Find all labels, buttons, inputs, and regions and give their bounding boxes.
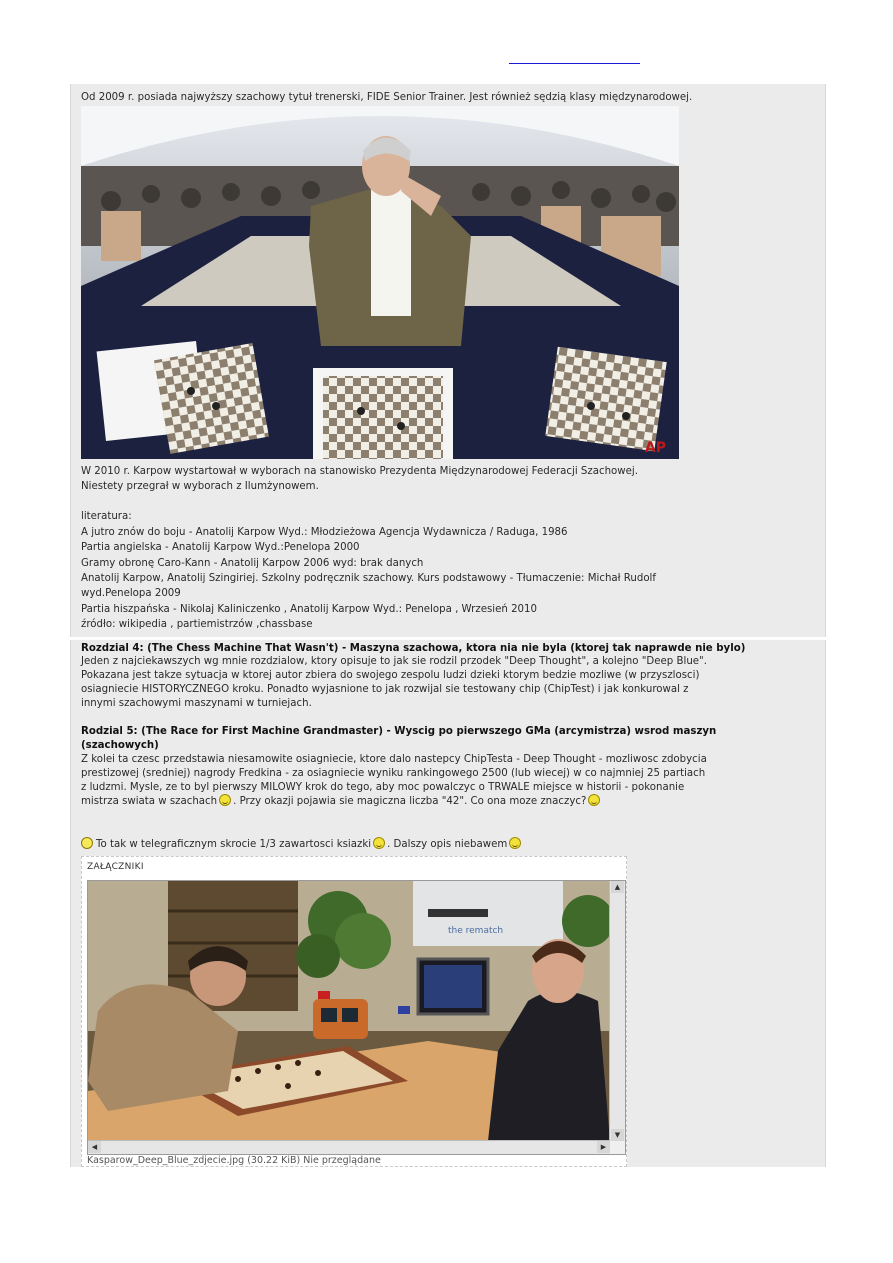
chapter-4-text: Jeden z najciekawszych wg mnie rozdzialow, ktory opisuje to jak sie rodzil przodek "Deep Thought", a kolejno "Deep Blue".: [81, 656, 707, 667]
smile-icon: [509, 837, 521, 849]
chapter-5-text: prestizowej (sredniej) nagrody Fredkina - za osiagniecie wyniku rankingowego 2500 (lub wiecej) w co najmniej 25 partiach: [81, 768, 706, 779]
literature-item: Anatolij Karpow, Anatolij Szingiriej. Szkolny podręcznik szachowy. Kurs podstawowy - Tłumaczenie: Michał Rudolf: [81, 573, 656, 584]
photo-watermark: AP: [644, 440, 666, 456]
source-line: źródło: wikipedia , partiemistrzów ,chassbase: [81, 619, 313, 630]
attachment-caption[interactable]: Kasparow_Deep_Blue_zdjecie.jpg (30.22 KiB) Nie przeglądane: [87, 1155, 381, 1166]
chapter-4-text: innymi szachowymi maszynami w turniejach.: [81, 698, 312, 709]
summary-line: [81, 837, 523, 852]
scroll-left-arrow-icon[interactable]: ◀: [88, 1141, 101, 1153]
karpov-election-line-2: Niestety przegrał w wyborach z Ilumżynowem.: [81, 481, 319, 492]
literature-item: Gramy obronę Caro-Kann - Anatolij Karpow 2006 wyd: brak danych: [81, 558, 424, 569]
karpov-simul-photo: [81, 106, 679, 459]
top-link-underline[interactable]: [509, 63, 640, 64]
chapter-5-title-cont: (szachowych): [81, 740, 159, 751]
chapter-5-text-a: mistrza swiata w szachach: [81, 796, 218, 807]
smile-icon: [373, 837, 385, 849]
smile-icon: [588, 794, 600, 806]
attachment-image-viewer[interactable]: [87, 880, 626, 1155]
literature-item: wyd.Penelopa 2009: [81, 588, 181, 599]
literature-item: A jutro znów do boju - Anatolij Karpow Wyd.: Młodzieżowa Agencja Wydawnicza / Raduga, 1986: [81, 527, 568, 538]
horizontal-scrollbar[interactable]: [88, 1140, 610, 1154]
chapter-5-text-b: . Przy okazji pojawia sie magiczna liczba "42". Co ona moze znaczyc?: [233, 796, 587, 807]
deep-blue-panel: [70, 640, 826, 1167]
karpov-panel: [70, 84, 826, 637]
summary-text-b: . Dalszy opis niebawem: [387, 839, 508, 850]
chapter-5-title: Rodzial 5: (The Race for First Machine Grandmaster) - Wyscig po pierwszego GMa (arcymistrza) wsrod maszyn: [81, 726, 717, 737]
karpov-election-line-1: W 2010 r. Karpow wystartował w wyborach na stanowisko Prezydenta Międzynarodowej Federacji Szachowej.: [81, 466, 638, 477]
chapter-5-text: z ludzmi. Mysle, ze to byl pierwszy MILOWY krok do tego, aby moc powalczyc o TRWALE miejsce w historii - pokonanie: [81, 782, 685, 793]
chapter-5-text: Z kolei ta czesc przedstawia niesamowite osiagniecie, ktore dalo nastepcy ChipTesta - Deep Thought - mozliwosc zdobycia: [81, 754, 707, 765]
smile-icon: [219, 794, 231, 806]
vertical-scrollbar[interactable]: [609, 881, 625, 1141]
scroll-right-arrow-icon[interactable]: ▶: [597, 1141, 610, 1153]
intro-text: Od 2009 r. posiada najwyższy szachowy tytuł trenerski, FIDE Senior Trainer. Jest również sędzią klasy międzynarodowej.: [81, 92, 693, 103]
attachments-box: [81, 856, 627, 1167]
literature-item: Partia angielska - Anatolij Karpow Wyd.:Penelopa 2000: [81, 542, 360, 553]
chapter-4-text: Pokazana jest takze sytuacja w ktorej autor zbiera do swojego zespolu ludzi dzieki ktorym bedzie mozliwe (w przyszlosci): [81, 670, 700, 681]
literature-heading: literatura:: [81, 511, 132, 522]
kasparov-deep-blue-photo: [88, 881, 610, 1141]
literature-item: Partia hiszpańska - Nikolaj Kaliniczenko , Anatolij Karpow Wyd.: Penelopa , Wrzesień 2010: [81, 604, 537, 615]
scroll-down-arrow-icon[interactable]: ▼: [611, 1129, 624, 1141]
lightbulb-icon: [81, 837, 93, 849]
chapter-4-title: Rozdzial 4: (The Chess Machine That Wasn't) - Maszyna szachowa, ktora nia nie byla (ktorej tak naprawde nie bylo): [81, 643, 746, 654]
summary-text-a: To tak w telegraficznym skrocie 1/3 zawartosci ksiazki: [96, 839, 372, 850]
rematch-banner: the rematch: [448, 926, 504, 936]
chapter-5-text-last: [81, 794, 602, 809]
attachments-title: ZAŁĄCZNIKI: [87, 862, 144, 872]
scroll-up-arrow-icon[interactable]: ▲: [611, 881, 624, 893]
chapter-4-text: osiagniecie HISTORYCZNEGO kroku. Ponadto wyjasnione to jak rozwijal sie testowany chip (ChipTest) i jak konkurowal z: [81, 684, 689, 695]
